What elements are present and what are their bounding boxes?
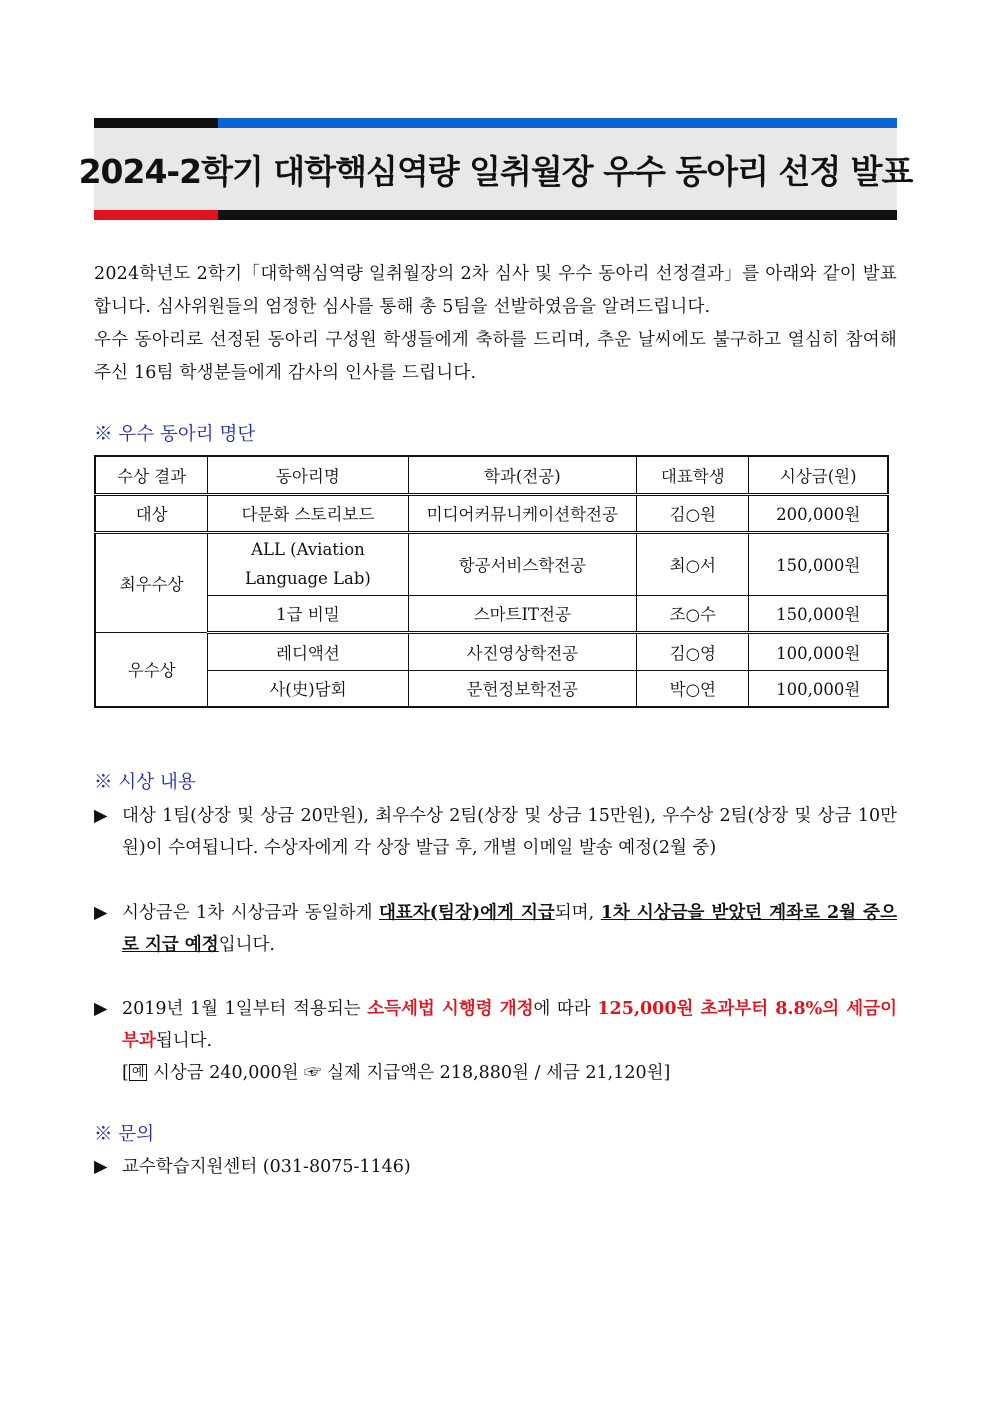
title-background xyxy=(78,128,913,210)
rep-student: 박○연 xyxy=(637,670,749,707)
bullet-arrow-icon: ▶ xyxy=(94,1157,108,1177)
header-club: 동아리명 xyxy=(208,456,408,494)
table-header-row xyxy=(95,456,888,494)
club-name-line-1: ALL (Aviation xyxy=(251,540,365,559)
bullet-arrow-icon: ▶ xyxy=(94,903,108,923)
table-row xyxy=(95,670,888,707)
prize-amount: 150,000원 xyxy=(749,595,888,632)
header-award: 수상 결과 xyxy=(95,456,208,494)
text-span: 시상금은 1차 시상금과 동일하게 xyxy=(122,903,380,923)
table-row xyxy=(95,494,888,532)
example-badge: 예 xyxy=(129,1064,148,1081)
bullet-payment xyxy=(94,897,897,961)
header-prize: 시상금(원) xyxy=(749,456,888,494)
emphasis-recipient: 대표자(팀장)에게 지급 xyxy=(379,903,555,923)
header-rep: 대표학생 xyxy=(637,456,749,494)
emphasis-account: 1차 시상금을 받았던 계좌로 2월 중으로 지급 예정 xyxy=(122,903,897,955)
club-name-line-2: Language Lab) xyxy=(245,569,371,588)
award-grand: 대상 xyxy=(95,494,208,532)
page-title: 2024-2학기 대학핵심역량 일취월장 우수 동아리 선정 발표 xyxy=(78,151,913,191)
dept-name: 항공서비스학전공 xyxy=(408,532,637,595)
text-span: 2019년 1월 1일부터 적용되는 xyxy=(122,999,368,1019)
bullet-arrow-icon: ▶ xyxy=(94,806,108,826)
rep-student: 김○영 xyxy=(637,632,749,670)
club-name: 다문화 스토리보드 xyxy=(208,494,408,532)
title-banner xyxy=(78,118,913,220)
awards-table xyxy=(94,455,889,708)
section-heading-club-list: ※ 우수 동아리 명단 xyxy=(94,424,256,445)
intro-paragraph-1: 2024학년도 2학기「대학핵심역량 일취월장의 2차 심사 및 우수 동아리 선정결과」를 아래와 같이 발표합니다. 심사위원들의 엄정한 심사를 통해 총 5팀을 선발하였음을 알려드립니다. xyxy=(94,264,897,317)
club-name: 사(史)담회 xyxy=(208,670,408,707)
intro-paragraph-2: 우수 동아리로 선정된 동아리 구성원 학생들에게 축하를 드리며, 추운 날씨에도 불구하고 열심히 참여해주신 16팀 학생분들에게 감사의 인사를 드립니다. xyxy=(94,330,897,383)
text-span: 됩니다. xyxy=(155,1031,213,1051)
bullet-text: 대상 1팀(상장 및 상금 20만원), 최우수상 2팀(상장 및 상금 15만원), 우수상 2팀(상장 및 상금 10만원)이 수여됩니다. 수상자에게 각 상장 발급 후, 개별 이메일 발송 예정(2월 중) xyxy=(122,806,897,858)
bullet-text xyxy=(122,897,897,961)
prize-amount: 100,000원 xyxy=(749,632,888,670)
dept-name: 스마트IT전공 xyxy=(408,595,637,632)
dept-name: 문헌정보학전공 xyxy=(408,670,637,707)
dept-name: 미디어커뮤니케이션학전공 xyxy=(408,494,637,532)
club-name: 레디액션 xyxy=(208,632,408,670)
section-heading-award-details: ※ 시상 내용 xyxy=(94,772,196,793)
bullet-tax xyxy=(94,993,897,1089)
bullet-contact xyxy=(94,1151,897,1183)
bullet-arrow-icon: ▶ xyxy=(94,999,108,1019)
bullet-award-summary xyxy=(94,800,897,864)
club-name xyxy=(208,532,408,595)
title-bottom-bar xyxy=(94,210,897,220)
example-text: 시상금 240,000원 ☞ 실제 지급액은 218,880원 / 세금 21,120원] xyxy=(147,1063,671,1083)
table-row xyxy=(95,595,888,632)
dept-name: 사진영상학전공 xyxy=(408,632,637,670)
bullet-text xyxy=(122,993,897,1089)
table-row xyxy=(95,532,888,595)
section-heading-inquiry: ※ 문의 xyxy=(94,1124,155,1145)
text-span: [ xyxy=(122,1063,129,1083)
intro-text xyxy=(94,258,897,390)
club-name: 1급 비밀 xyxy=(208,595,408,632)
emphasis-tax-law: 소득세법 시행령 개정 xyxy=(367,999,534,1019)
text-span: 에 따라 xyxy=(533,999,598,1019)
prize-amount: 100,000원 xyxy=(749,670,888,707)
header-dept: 학과(전공) xyxy=(408,456,637,494)
emphasis-tax-rate: 125,000원 초과부터 8.8%의 세금이 부과 xyxy=(122,999,897,1051)
rep-student: 조○수 xyxy=(637,595,749,632)
prize-amount: 150,000원 xyxy=(749,532,888,595)
title-top-bar xyxy=(94,118,897,128)
award-excellence-top: 최우수상 xyxy=(95,532,208,632)
contact-text: 교수학습지원센터 (031-8075-1146) xyxy=(122,1157,411,1177)
rep-student: 김○원 xyxy=(637,494,749,532)
table-row xyxy=(95,632,888,670)
rep-student: 최○서 xyxy=(637,532,749,595)
prize-amount: 200,000원 xyxy=(749,494,888,532)
award-excellence: 우수상 xyxy=(95,632,208,707)
text-span: 입니다. xyxy=(218,935,275,955)
text-span: 되며, xyxy=(554,903,601,923)
